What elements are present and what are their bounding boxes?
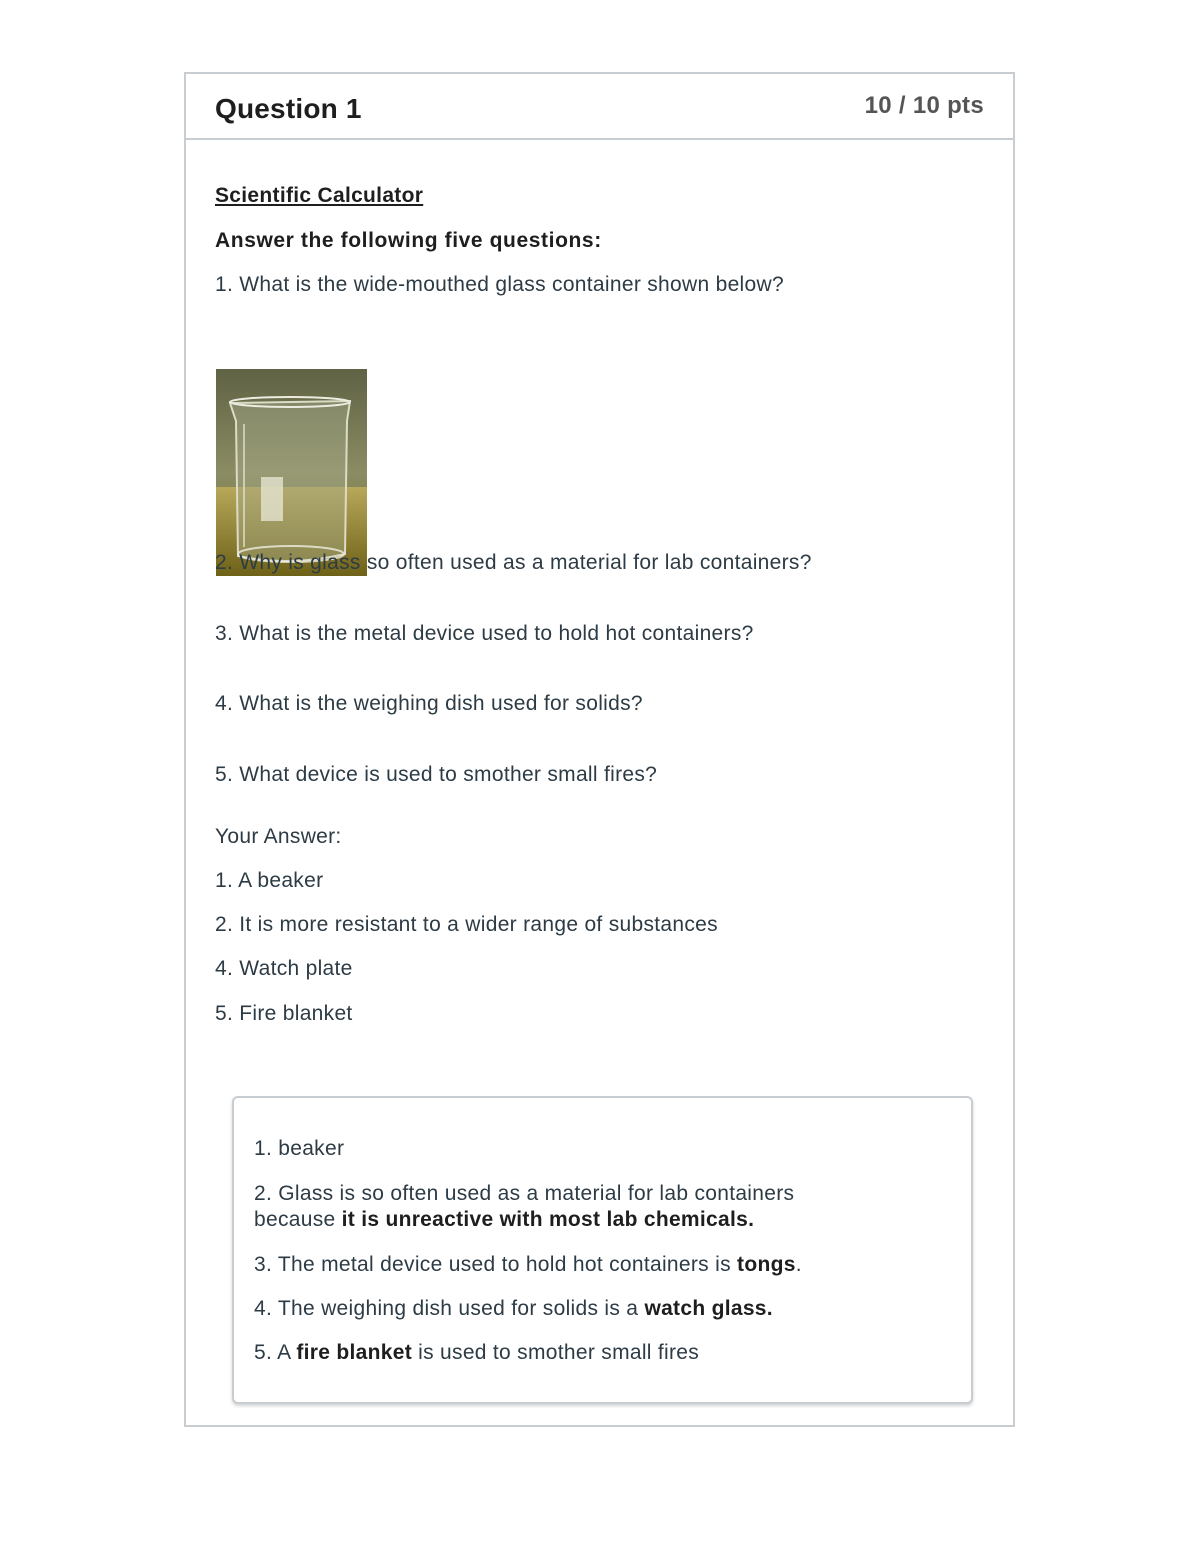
question-item: 2. Why is glass so often used as a material for lab containers?: [215, 551, 812, 574]
feedback-line-2a: 2. Glass is so often used as a material for lab containers: [254, 1182, 795, 1205]
feedback-text: 5. A: [254, 1341, 297, 1364]
feedback-box: [232, 1096, 973, 1404]
feedback-emphasis: it is unreactive with most lab chemicals.: [341, 1208, 755, 1231]
feedback-line-5: [254, 1340, 699, 1366]
beaker-reflection: [261, 477, 283, 521]
question-item: 3. What is the metal device used to hold hot containers?: [215, 622, 754, 645]
feedback-emphasis: fire blanket: [296, 1341, 413, 1364]
feedback-line-1: 1. beaker: [254, 1137, 345, 1160]
your-answer-label: Your Answer:: [215, 825, 342, 848]
feedback-emphasis: watch glass.: [644, 1297, 773, 1320]
question-header: [186, 74, 1013, 140]
feedback-text: 4. The weighing dish used for solids is a: [254, 1297, 645, 1320]
feedback-line-4: [254, 1296, 773, 1322]
feedback-text: .: [795, 1253, 802, 1276]
scientific-calculator-link[interactable]: [215, 184, 423, 208]
question-item: 5. What device is used to smother small fires?: [215, 763, 658, 786]
feedback-text: is used to smother small fires: [412, 1341, 700, 1364]
beaker-photo: [216, 369, 367, 576]
your-answer-item: 2. It is more resistant to a wider range of substances: [215, 913, 718, 936]
question-title: Question 1: [215, 93, 362, 124]
question-card: [184, 72, 1015, 1427]
your-answer-item: 5. Fire blanket: [215, 1002, 353, 1025]
feedback-emphasis: tongs: [737, 1253, 796, 1276]
feedback-line-2b: [254, 1207, 754, 1233]
your-answer-item: 4. Watch plate: [215, 957, 353, 980]
feedback-text: because: [254, 1208, 342, 1231]
feedback-line-3: [254, 1252, 802, 1278]
question-item: 1. What is the wide-mouthed glass container shown below?: [215, 273, 784, 296]
scientific-calculator-link-text[interactable]: Scientific Calculator: [215, 184, 424, 207]
your-answer-item: 1. A beaker: [215, 869, 324, 892]
beaker-glass: [230, 401, 350, 561]
question-points: 10 / 10 pts: [864, 92, 984, 119]
question-item: 4. What is the weighing dish used for solids?: [215, 692, 643, 715]
instruction-text: Answer the following five questions:: [215, 229, 602, 252]
feedback-text: 3. The metal device used to hold hot containers is: [254, 1253, 738, 1276]
